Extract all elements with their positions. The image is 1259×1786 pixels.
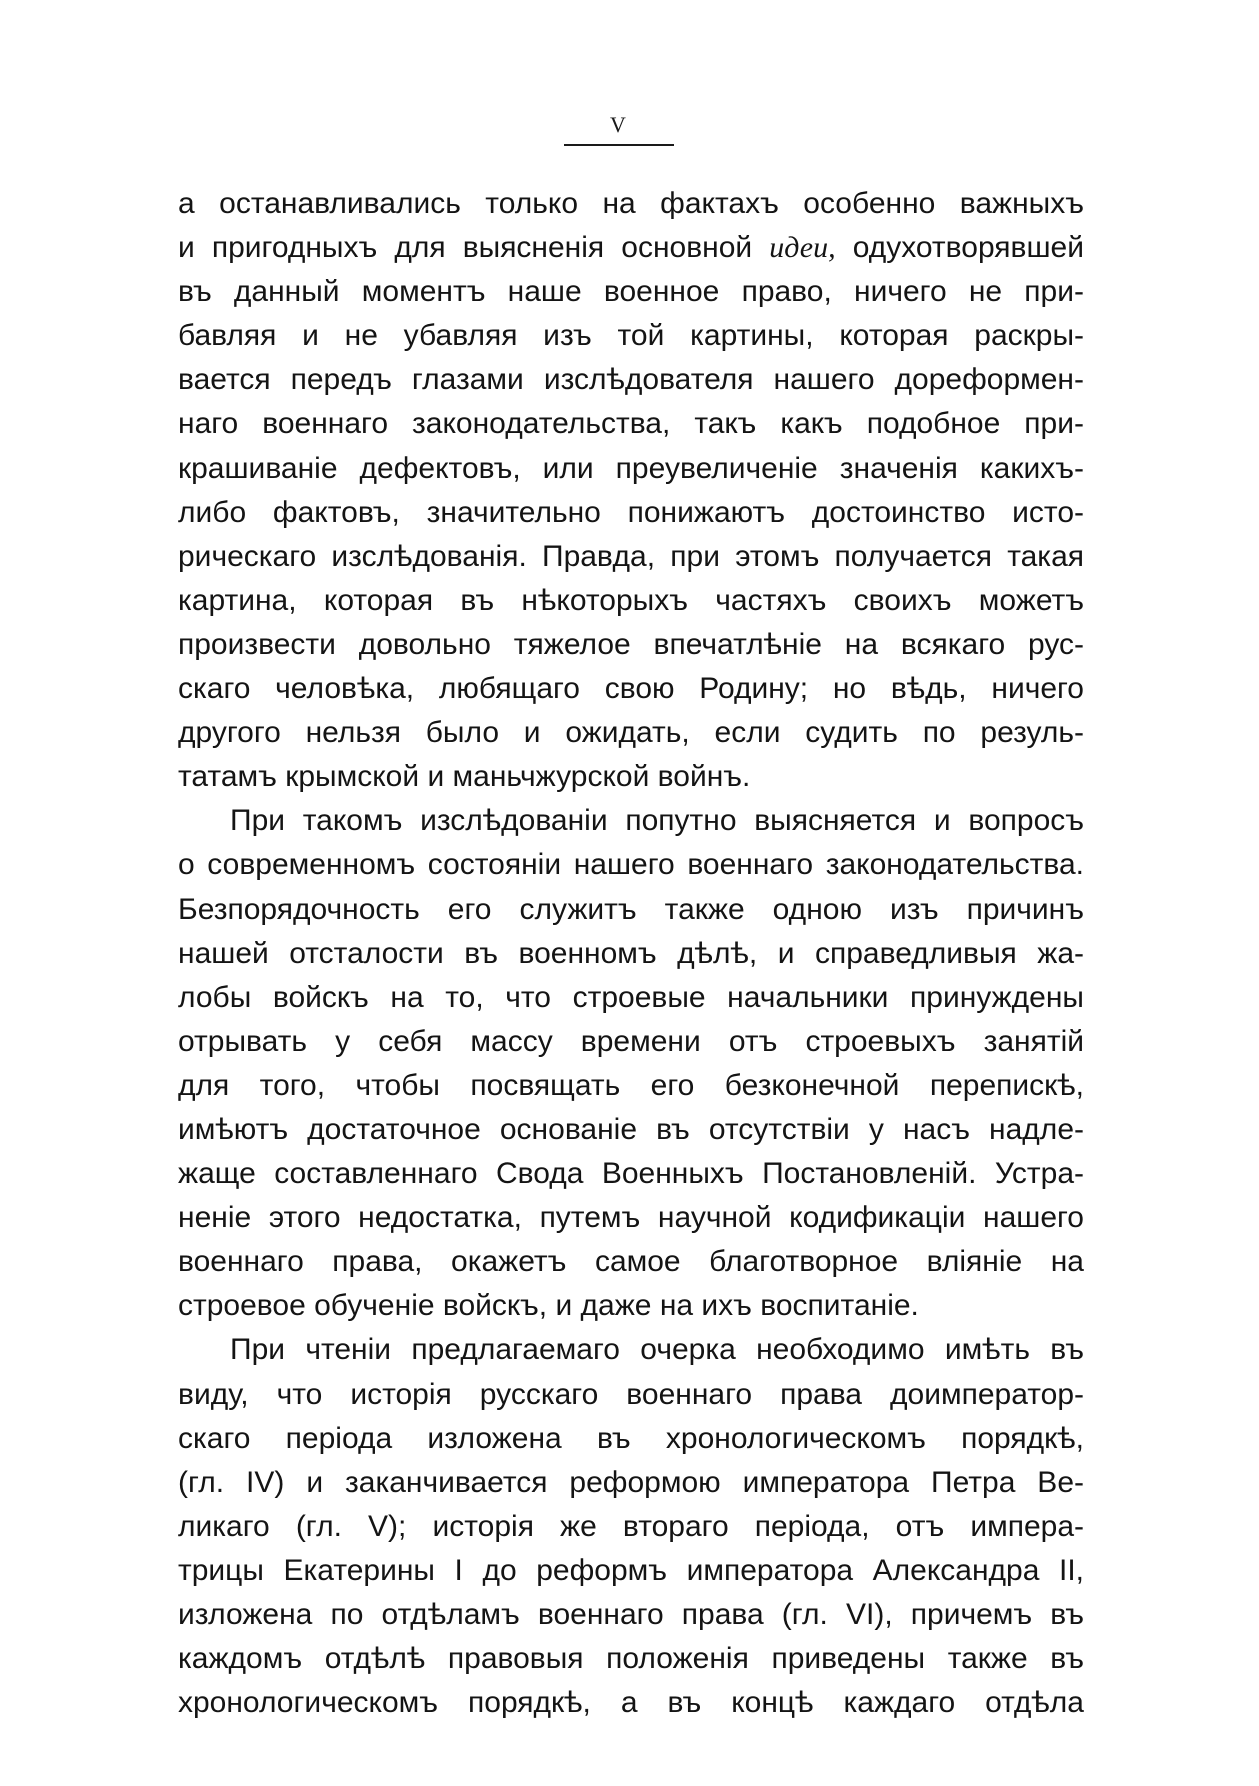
text-line: въ данный моментъ наше военное право, ничего не при- bbox=[178, 275, 1084, 309]
text-line: либо фактовъ, значительно понижаютъ достоинство исто- bbox=[178, 495, 1084, 529]
text-line: отрывать у себя массу времени отъ строевыхъ занятій bbox=[178, 1024, 1084, 1058]
text-line: каждомъ отдѣлѣ правовыя положенія приведены также въ bbox=[178, 1642, 1084, 1676]
text-line: о современномъ состояніи нашего военнаго законодательства. bbox=[178, 848, 1084, 882]
text-line: произвести довольно тяжелое впечатлѣніе на всякаго рус- bbox=[178, 627, 1084, 661]
text-line: для того, чтобы посвящать его безконечной перепискѣ, bbox=[178, 1068, 1084, 1102]
paragraph bbox=[178, 182, 1084, 799]
body-text bbox=[178, 182, 1084, 1725]
text-line: строевое обученіе войскъ, и даже на ихъ воспитаніе. bbox=[178, 1289, 919, 1323]
text-line: ликаго (гл. V); исторія же втораго періода, отъ импера- bbox=[178, 1509, 1084, 1543]
paragraph bbox=[178, 799, 1084, 1328]
text-line: татамъ крымской и маньчжурской войнъ. bbox=[178, 760, 751, 794]
text-line: неніе этого недостатка, путемъ научной кодификаціи нашего bbox=[178, 1201, 1084, 1235]
text-line: другого нельзя было и ожидать, если судить по резуль- bbox=[178, 716, 1084, 750]
text-line: трицы Екатерины I до реформъ императора Александра II, bbox=[178, 1553, 1084, 1587]
text-line: бавляя и не убавляя изъ той картины, которая раскры- bbox=[178, 319, 1084, 353]
text-line: рическаго изслѣдованія. Правда, при этомъ получается такая bbox=[178, 539, 1084, 573]
text-line: При такомъ изслѣдованіи попутно выясняется и вопросъ bbox=[230, 804, 1084, 838]
text-line: скаго человѣка, любящаго свою Родину; но вѣдь, ничего bbox=[178, 672, 1084, 706]
text-line: крашиваніе дефектовъ, или преувеличеніе значенія какихъ- bbox=[178, 451, 1084, 485]
text-line: скаго періода изложена въ хронологическомъ порядкѣ, bbox=[178, 1421, 1084, 1455]
text-line: виду, что исторія русскаго военнаго права доимператор- bbox=[178, 1377, 1084, 1411]
text-line: При чтеніи предлагаемаго очерка необходимо имѣть въ bbox=[230, 1333, 1084, 1367]
text-line: лобы войскъ на то, что строевые начальники принуждены bbox=[178, 980, 1084, 1014]
header-rule bbox=[564, 144, 674, 146]
text-line: Безпорядочность его служитъ также одною изъ причинъ bbox=[178, 892, 1084, 926]
text-line: наго военнаго законодательства, такъ какъ подобное при- bbox=[178, 407, 1084, 441]
paragraph bbox=[178, 1328, 1084, 1725]
text-line: картина, которая въ нѣкоторыхъ частяхъ своихъ можетъ bbox=[178, 583, 1084, 617]
text-line: имѣютъ достаточное основаніе въ отсутствіи у насъ надле- bbox=[178, 1112, 1084, 1146]
italic-emphasis: идеи, bbox=[769, 231, 836, 265]
text-line: а останавливались только на фактахъ особенно важныхъ bbox=[178, 187, 1084, 220]
text-line: изложена по отдѣламъ военнаго права (гл. VI), причемъ въ bbox=[178, 1598, 1084, 1631]
text-line: вается передъ глазами изслѣдователя нашего дореформен- bbox=[178, 363, 1084, 397]
text-line: нашей отсталости въ военномъ дѣлѣ, и справедливыя жа- bbox=[178, 936, 1084, 970]
text-line: и пригодныхъ для выясненія основной идеи, одухотворявшей bbox=[178, 231, 1084, 265]
page-number: V bbox=[610, 112, 626, 137]
text-line: (гл. IV) и заканчивается реформою императора Петра Ве- bbox=[178, 1465, 1084, 1499]
text-line: военнаго права, окажетъ самое благотворное вліяніе на bbox=[178, 1245, 1084, 1279]
text-line: хронологическомъ порядкѣ, а въ концѣ каждаго отдѣла bbox=[178, 1686, 1084, 1720]
text-line: жаще составленнаго Свода Военныхъ Постановленій. Устра- bbox=[178, 1157, 1084, 1191]
